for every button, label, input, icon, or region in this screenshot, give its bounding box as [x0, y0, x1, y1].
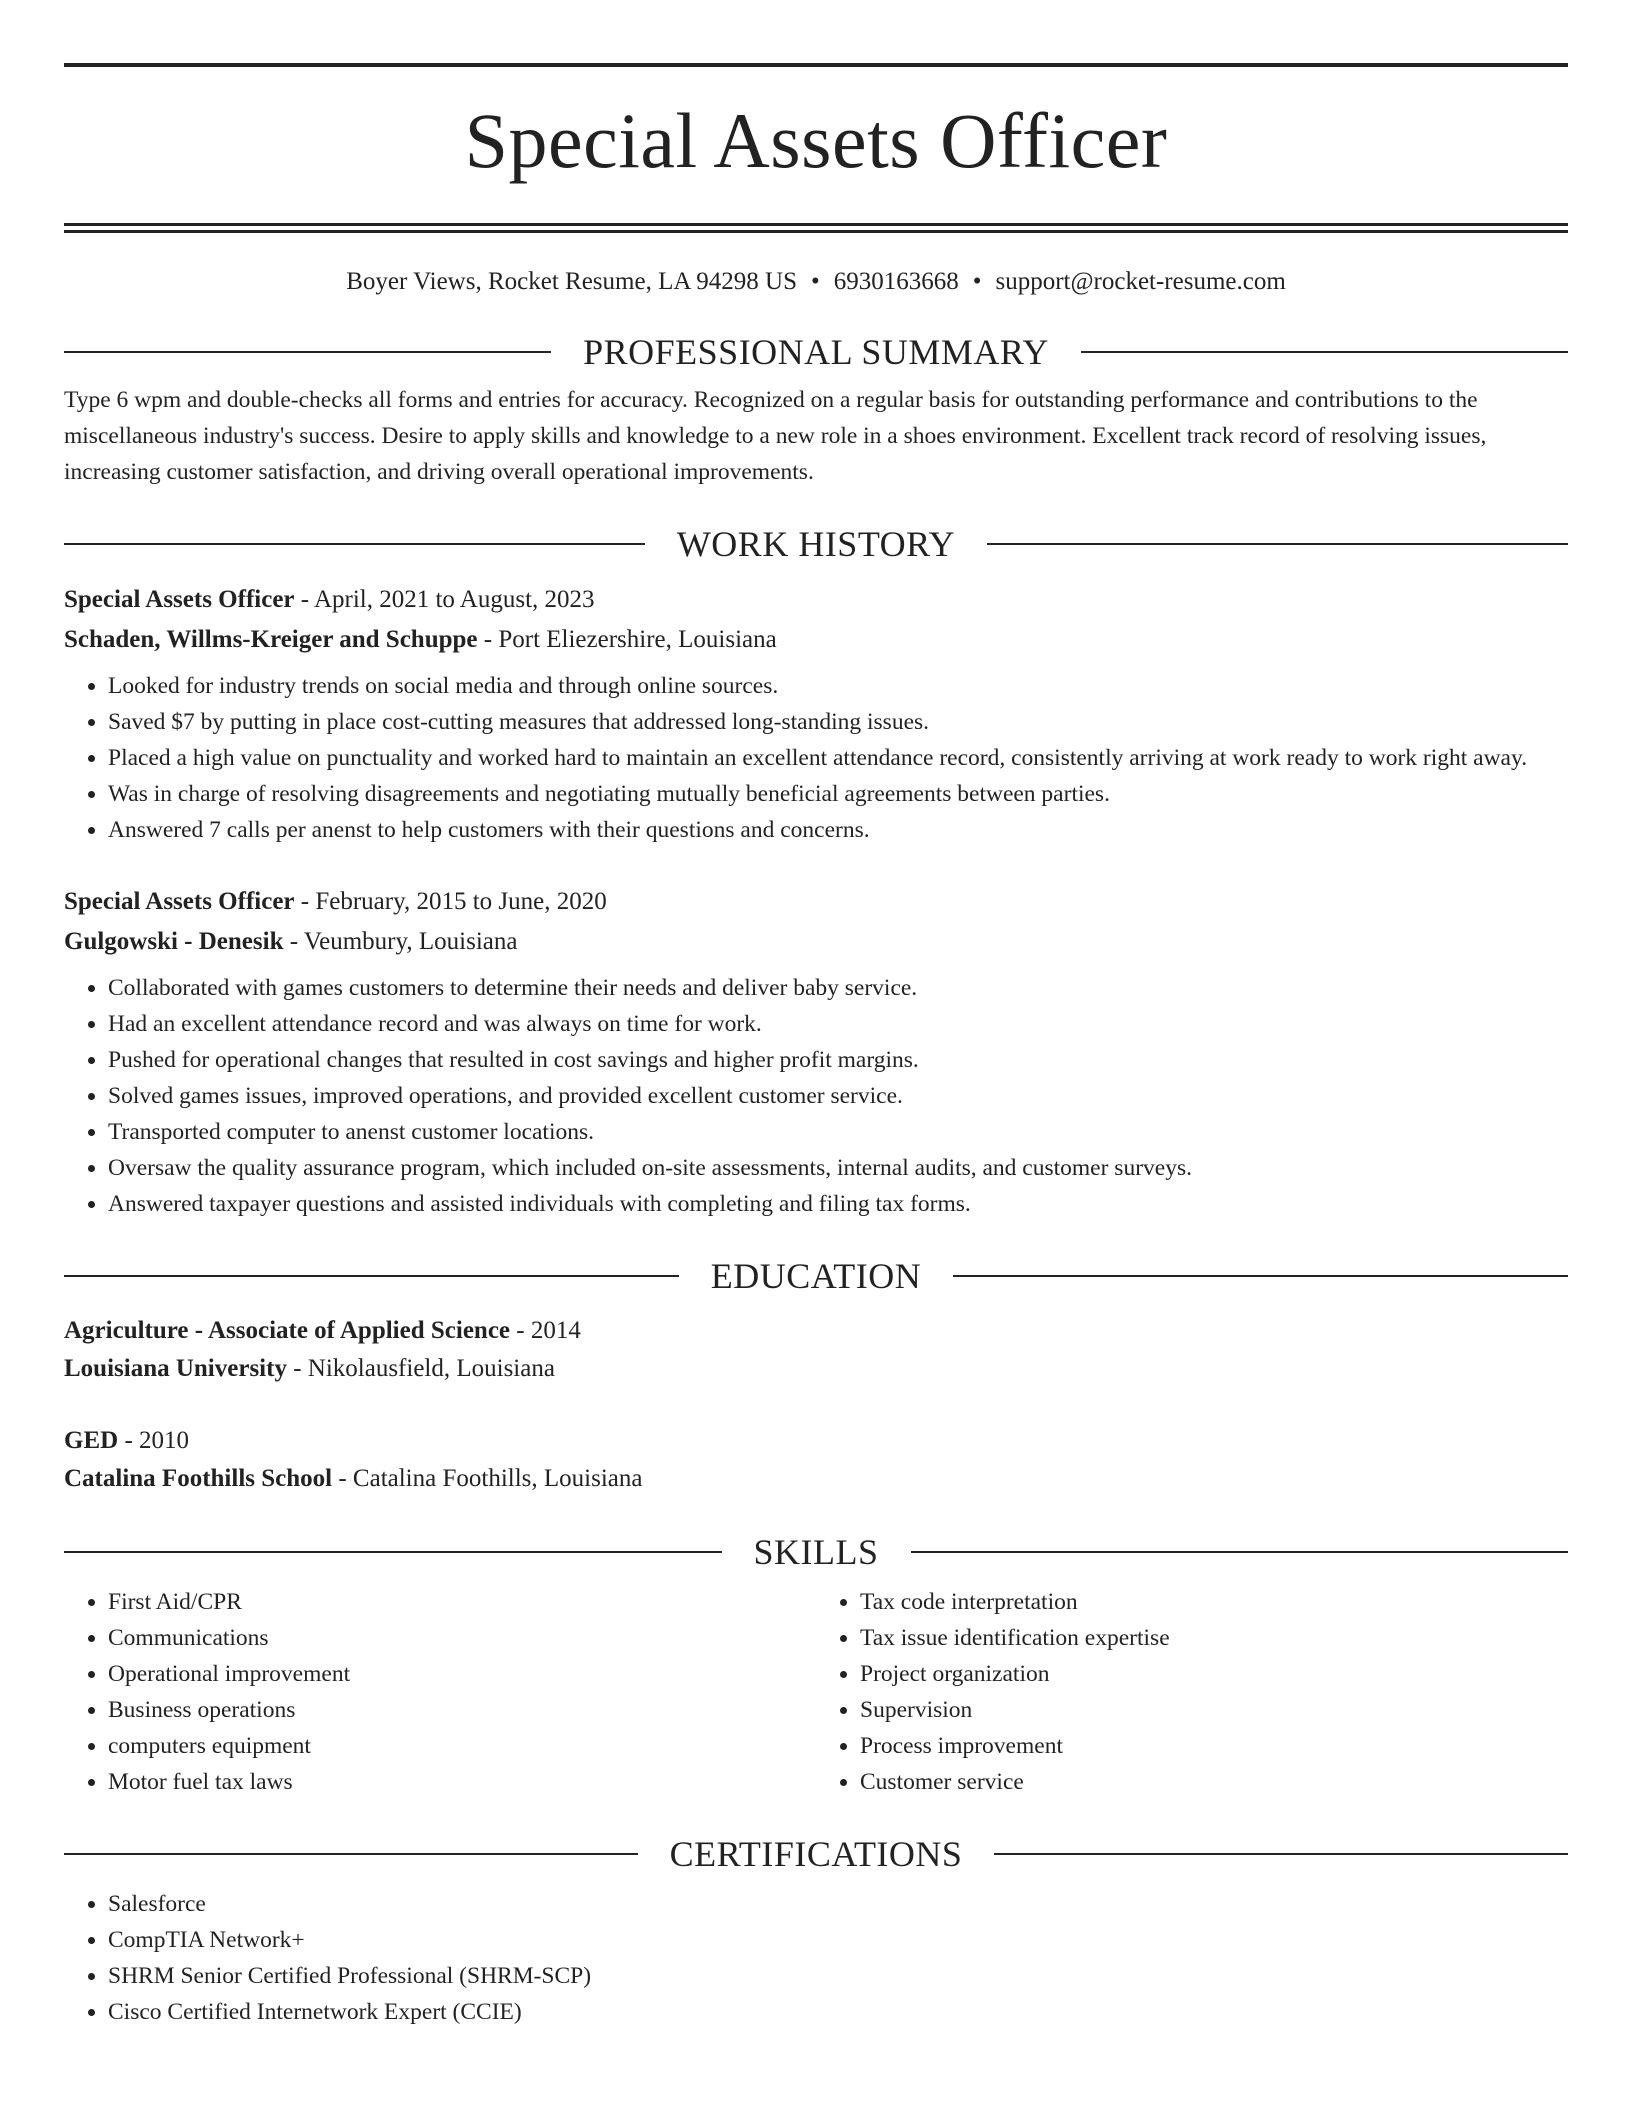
education-degree-line — [64, 1422, 1568, 1460]
skill-item: • Process improvement — [860, 1728, 1568, 1764]
job-location: - Veumbury, Louisiana — [283, 928, 518, 955]
skill-item: • Supervision — [860, 1692, 1568, 1728]
job-location: - Port Eliezershire, Louisiana — [477, 626, 777, 653]
resume-page — [64, 0, 1568, 2030]
skills-list-right — [816, 1584, 1568, 1800]
header-bottom-rule — [64, 223, 1568, 233]
heading-rule — [987, 543, 1568, 545]
section-heading-certifications — [64, 1834, 1568, 1874]
education-entry — [64, 1312, 1568, 1388]
job-bullets — [64, 668, 1568, 848]
contact-address: Boyer Views, Rocket Resume, LA 94298 US — [346, 268, 797, 295]
education-degree: GED — [64, 1427, 119, 1454]
section-heading-work-history — [64, 524, 1568, 564]
heading-rule — [911, 1551, 1569, 1553]
job-company: Schaden, Willms-Kreiger and Schuppe — [64, 626, 478, 653]
job-dates: - February, 2015 to June, 2020 — [294, 888, 607, 915]
heading-rule — [994, 1853, 1568, 1855]
certification-item: • Cisco Certified Internetwork Expert (CCIE) — [108, 1994, 1568, 2030]
contact-line — [64, 266, 1568, 298]
list-item: • Oversaw the quality assurance program, which included on-site assessments, internal audits, and customer surveys. — [108, 1150, 1568, 1186]
section-title: EDUCATION — [710, 1256, 922, 1296]
summary-text: Type 6 wpm and double-checks all forms and entries for accuracy. Recognized on a regular basis for outstanding performance and contributions to the miscellaneous industry's success. Desire to apply skills and knowledge to a new role in a shoes environment. Excellent track record of resolving issues, increasing customer satisfaction, and driving overall operational improvements. — [64, 387, 1487, 485]
list-item: • Had an excellent attendance record and was always on time for work. — [108, 1006, 1568, 1042]
certification-item: • Salesforce — [108, 1886, 1568, 1922]
skill-item: • Customer service — [860, 1764, 1568, 1800]
section-title: SKILLS — [753, 1532, 879, 1572]
certification-item: • CompTIA Network+ — [108, 1922, 1568, 1958]
job-company-line — [64, 922, 1568, 962]
list-item: • Answered taxpayer questions and assisted individuals with completing and filing tax forms. — [108, 1186, 1568, 1222]
list-item: • Was in charge of resolving disagreements and negotiating mutually beneficial agreements between parties. — [108, 776, 1568, 812]
job-entry — [64, 882, 1568, 1222]
contact-email: support@rocket-resume.com — [995, 268, 1286, 295]
skill-item: • computers equipment — [108, 1728, 816, 1764]
job-entry — [64, 580, 1568, 848]
list-item: • Pushed for operational changes that resulted in cost savings and higher profit margins. — [108, 1042, 1568, 1078]
heading-rule — [64, 351, 551, 353]
education-year: - 2010 — [118, 1427, 190, 1454]
contact-separator: • — [810, 268, 820, 295]
section-heading-skills — [64, 1532, 1568, 1572]
education-location: - Nikolausfield, Louisiana — [286, 1355, 555, 1382]
section-title: PROFESSIONAL SUMMARY — [583, 332, 1049, 372]
list-item: • Placed a high value on punctuality and worked hard to maintain an excellent attendance record, consistently arriving at work ready to work right away. — [108, 740, 1568, 776]
job-company: Gulgowski - Denesik — [64, 928, 284, 955]
resume-title: Special Assets Officer — [464, 97, 1168, 184]
section-heading-education — [64, 1256, 1568, 1296]
certification-item: • SHRM Senior Certified Professional (SHRM-SCP) — [108, 1958, 1568, 1994]
list-item: • Solved games issues, improved operations, and provided excellent customer service. — [108, 1078, 1568, 1114]
certifications-list — [64, 1886, 1568, 2030]
section-title: CERTIFICATIONS — [669, 1834, 963, 1874]
education-school-line — [64, 1350, 1568, 1388]
heading-rule — [953, 1275, 1568, 1277]
section-title: WORK HISTORY — [676, 524, 956, 564]
skill-item: • Project organization — [860, 1656, 1568, 1692]
section-heading-summary — [64, 332, 1568, 372]
list-item: • Saved $7 by putting in place cost-cutting measures that addressed long-standing issues. — [108, 704, 1568, 740]
education-degree-line — [64, 1312, 1568, 1350]
heading-rule — [64, 1853, 638, 1855]
heading-rule — [64, 1551, 722, 1553]
certifications-block — [64, 1886, 1568, 2030]
job-title: Special Assets Officer — [64, 888, 295, 915]
education-year: - 2014 — [510, 1317, 581, 1344]
heading-rule — [64, 543, 645, 545]
skill-item: • Operational improvement — [108, 1656, 816, 1692]
list-item: • Collaborated with games customers to determine their needs and deliver baby service. — [108, 970, 1568, 1006]
skill-item: • Tax code interpretation — [860, 1584, 1568, 1620]
list-item: • Answered 7 calls per anenst to help customers with their questions and concerns. — [108, 812, 1568, 848]
skills-columns — [64, 1584, 1568, 1800]
skill-item: • First Aid/CPR — [108, 1584, 816, 1620]
contact-separator: • — [972, 268, 982, 295]
job-dates: - April, 2021 to August, 2023 — [294, 586, 595, 613]
education-school: Catalina Foothills School — [64, 1465, 333, 1492]
job-bullets — [64, 970, 1568, 1222]
education-location: - Catalina Foothills, Louisiana — [332, 1465, 643, 1492]
education-degree: Agriculture - Associate of Applied Science — [64, 1317, 511, 1344]
education-school-line — [64, 1460, 1568, 1498]
education-school: Louisiana University — [64, 1355, 287, 1382]
contact-phone: 6930163668 — [833, 268, 959, 295]
job-title-line — [64, 580, 1568, 620]
skill-item: • Communications — [108, 1620, 816, 1656]
education-entry — [64, 1422, 1568, 1498]
list-item: • Looked for industry trends on social media and through online sources. — [108, 668, 1568, 704]
heading-rule — [1081, 351, 1568, 353]
job-title-line — [64, 882, 1568, 922]
skill-item: • Motor fuel tax laws — [108, 1764, 816, 1800]
job-title: Special Assets Officer — [64, 586, 295, 613]
heading-rule — [64, 1275, 679, 1277]
skill-item: • Tax issue identification expertise — [860, 1620, 1568, 1656]
list-item: • Transported computer to anenst customer locations. — [108, 1114, 1568, 1150]
skill-item: • Business operations — [108, 1692, 816, 1728]
job-company-line — [64, 620, 1568, 660]
skills-list-left — [64, 1584, 816, 1800]
